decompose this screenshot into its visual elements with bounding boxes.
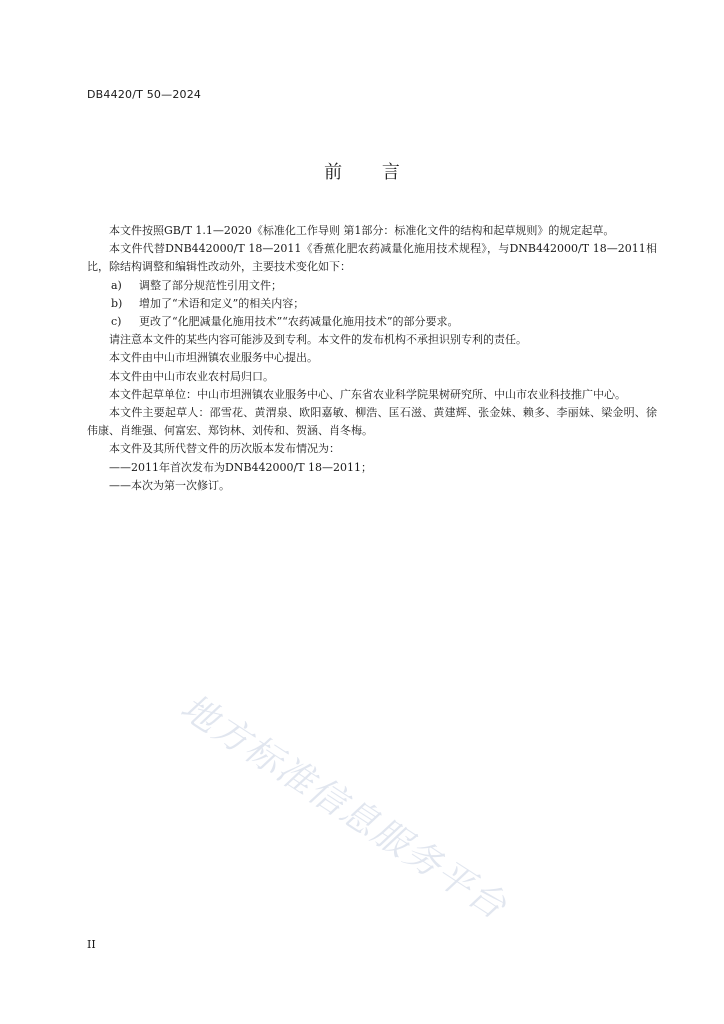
list-item-text: 增加了“术语和定义”的相关内容；	[139, 296, 305, 310]
list-marker: a)	[111, 278, 122, 292]
paragraph-history-current: ——本次为第一次修订。	[109, 478, 230, 492]
list-marker: b)	[111, 296, 123, 310]
list-item-text: 调整了部分规范性引用文件；	[139, 278, 282, 292]
paragraph-replacement: 本文件代替DNB442000/T 18—2011《香蕉化肥农药减量化施用技术规程》，与DNB442000/T 18—2011相比，除结构调整和编辑性改动外，主要技术变化如下：	[87, 242, 657, 274]
page-number: II	[87, 938, 96, 951]
list-item-b	[87, 295, 657, 313]
list-item-text: 更改了“化肥减量化施用技术”“农药减量化施用技术”的部分要求。	[139, 315, 459, 329]
paragraph-history-intro: 本文件及其所代替文件的历次版本发布情况为：	[109, 442, 340, 456]
list-marker: c)	[111, 315, 122, 329]
foreword-body	[87, 222, 657, 495]
paragraph-patent-notice: 请注意本文件的某些内容可能涉及到专利。本文件的发布机构不承担识别专利的责任。	[109, 333, 527, 347]
paragraph-drafters: 本文件主要起草人：邵雪花、黄渭泉、欧阳嘉敏、柳浩、匡石滋、黄建辉、张金妹、赖多、李丽妹、梁金明、徐伟康、肖维强、何富宏、郑钧林、刘传和、贺涵、肖冬梅。	[87, 406, 657, 438]
list-item-a	[87, 277, 657, 295]
paragraph-drafting-units: 本文件起草单位：中山市坦洲镇农业服务中心、广东省农业科学院果树研究所、中山市农业科技推广中心。	[109, 387, 626, 401]
paragraph-history-first: ——2011年首次发布为DNB442000/T 18—2011；	[109, 460, 373, 474]
list-item-c	[87, 313, 657, 331]
paragraph-proposer: 本文件由中山市坦洲镇农业服务中心提出。	[109, 351, 318, 365]
document-code: DB4420/T 50—2024	[87, 88, 202, 101]
paragraph-administrator: 本文件由中山市农业农村局归口。	[109, 369, 274, 383]
section-title-foreword: 前 言	[324, 162, 400, 183]
paragraph-drafting-rules: 本文件按照GB/T 1.1—2020《标准化工作导则 第1部分：标准化文件的结构和起草规则》的规定起草。	[109, 224, 615, 237]
watermark: 地方标准信息服务平台	[173, 686, 515, 929]
